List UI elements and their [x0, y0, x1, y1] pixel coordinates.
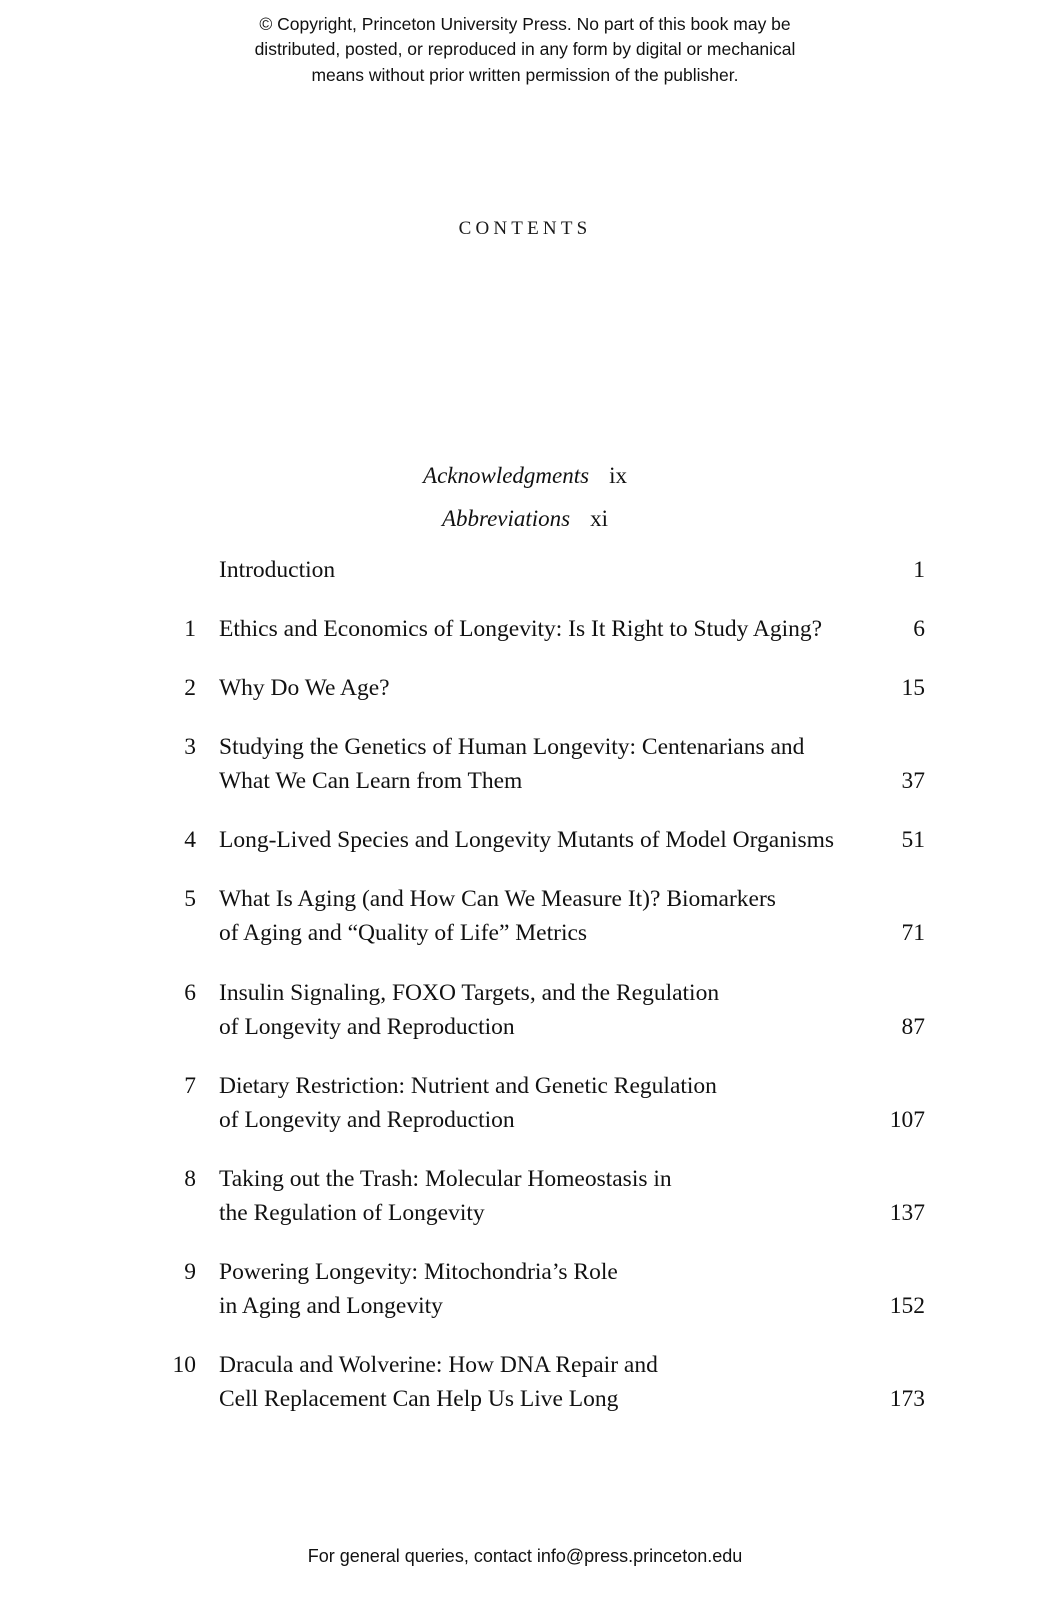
toc-entry-number: 3 [184, 734, 196, 761]
toc-entry-chapter-9 [150, 1255, 925, 1323]
copyright-line-2: distributed, posted, or reproduced in any form by digital or mechanical [254, 39, 796, 60]
toc-entry-chapter-7 [150, 1069, 925, 1137]
toc-title-line-1: Studying the Genetics of Human Longevity: Centenarians and [219, 734, 805, 761]
page-title: CONTENTS [458, 218, 592, 239]
copyright-notice [0, 12, 1050, 88]
frontmatter-entry-acknowledgments [0, 455, 1050, 498]
frontmatter-page: xi [590, 505, 609, 531]
toc-entry-chapter-2 [150, 671, 925, 705]
toc-title-line-1: What Is Aging (and How Can We Measure It)? Biomarkers [219, 886, 776, 913]
toc-entry-title [196, 1255, 855, 1323]
toc-title-line-1: Dracula and Wolverine: How DNA Repair and [219, 1352, 658, 1378]
toc-entry-title [196, 730, 855, 798]
toc-entry-chapter-5 [150, 882, 925, 950]
toc-entry-page: 71 [901, 920, 925, 947]
toc-title-line-2: Cell Replacement Can Help Us Live Long [219, 1386, 619, 1413]
toc-entry-page: 6 [913, 616, 925, 643]
toc-entry-page: 137 [889, 1199, 925, 1226]
toc-entry-introduction [150, 553, 925, 587]
footer-notice: For general queries, contact info@press.princeton.edu [307, 1546, 743, 1566]
toc-entry-page: 173 [889, 1386, 925, 1413]
frontmatter-title: Abbreviations [441, 505, 571, 531]
toc-entry-title [196, 823, 855, 857]
toc-title-line-1: Why Do We Age? [219, 675, 390, 702]
frontmatter-page: ix [609, 463, 627, 488]
toc-entry-number: 9 [184, 1258, 196, 1285]
toc-entry-number: 4 [184, 827, 196, 854]
copyright-line-3: means without prior written permission of the publisher. [311, 64, 739, 85]
toc-entry-page: 87 [901, 1013, 925, 1040]
toc-entry-page: 152 [889, 1292, 925, 1319]
toc-entry-title [196, 1162, 855, 1230]
toc-title-line-2: the Regulation of Longevity [219, 1199, 485, 1226]
toc-entry-title [196, 671, 855, 705]
toc-entry-title [196, 1069, 855, 1137]
toc-entry-title [196, 612, 855, 646]
toc-entry-number: 6 [184, 979, 196, 1006]
toc-title-line-1: Taking out the Trash: Molecular Homeostasis in [219, 1165, 672, 1192]
toc-entry-number: 10 [172, 1352, 196, 1378]
copyright-line-1: © Copyright, Princeton University Press. No part of this book may be [259, 14, 791, 34]
toc-title-line-2: of Longevity and Reproduction [219, 1013, 515, 1040]
toc-entry-number: 8 [184, 1165, 196, 1192]
toc-entry-title [196, 1348, 855, 1416]
toc-entry-chapter-1 [150, 612, 925, 646]
toc-entry-page: 1 [913, 557, 925, 583]
toc-title-line-2: of Longevity and Reproduction [219, 1106, 515, 1133]
toc-title-line-2: What We Can Learn from Them [219, 768, 523, 795]
toc-entry-number: 1 [184, 616, 196, 643]
toc-entry-chapter-10 [150, 1348, 925, 1416]
toc-entry-title [196, 553, 855, 587]
toc-title-line-1: Introduction [219, 557, 336, 583]
toc-title-line-1: Long-Lived Species and Longevity Mutants of Model Organisms [219, 827, 835, 854]
toc-entry-page: 107 [889, 1106, 925, 1133]
toc-title-line-1: Powering Longevity: Mitochondria’s Role [219, 1258, 618, 1285]
toc-entry-chapter-8 [150, 1162, 925, 1230]
table-of-contents [150, 553, 925, 1441]
toc-title-line-2: in Aging and Longevity [219, 1292, 443, 1319]
toc-entry-title [196, 882, 855, 950]
toc-entry-number: 7 [184, 1072, 196, 1099]
toc-entry-chapter-4 [150, 823, 925, 857]
toc-title-line-2: of Aging and “Quality of Life” Metrics [219, 920, 588, 947]
toc-entry-title [196, 976, 855, 1044]
frontmatter-title: Acknowledgments [423, 463, 590, 488]
toc-entry-number: 5 [184, 886, 196, 913]
toc-title-line-1: Insulin Signaling, FOXO Targets, and the Regulation [219, 979, 720, 1006]
toc-entry-page: 15 [901, 675, 925, 702]
toc-entry-number: 2 [184, 675, 196, 702]
frontmatter-list [0, 455, 1050, 540]
toc-entry-chapter-6 [150, 976, 925, 1044]
toc-title-line-1: Ethics and Economics of Longevity: Is It Right to Study Aging? [219, 616, 823, 643]
toc-entry-page: 51 [901, 827, 925, 854]
frontmatter-entry-abbreviations [0, 498, 1050, 541]
toc-title-line-1: Dietary Restriction: Nutrient and Genetic Regulation [219, 1072, 717, 1099]
toc-entry-page: 37 [901, 768, 925, 795]
toc-entry-chapter-3 [150, 730, 925, 798]
